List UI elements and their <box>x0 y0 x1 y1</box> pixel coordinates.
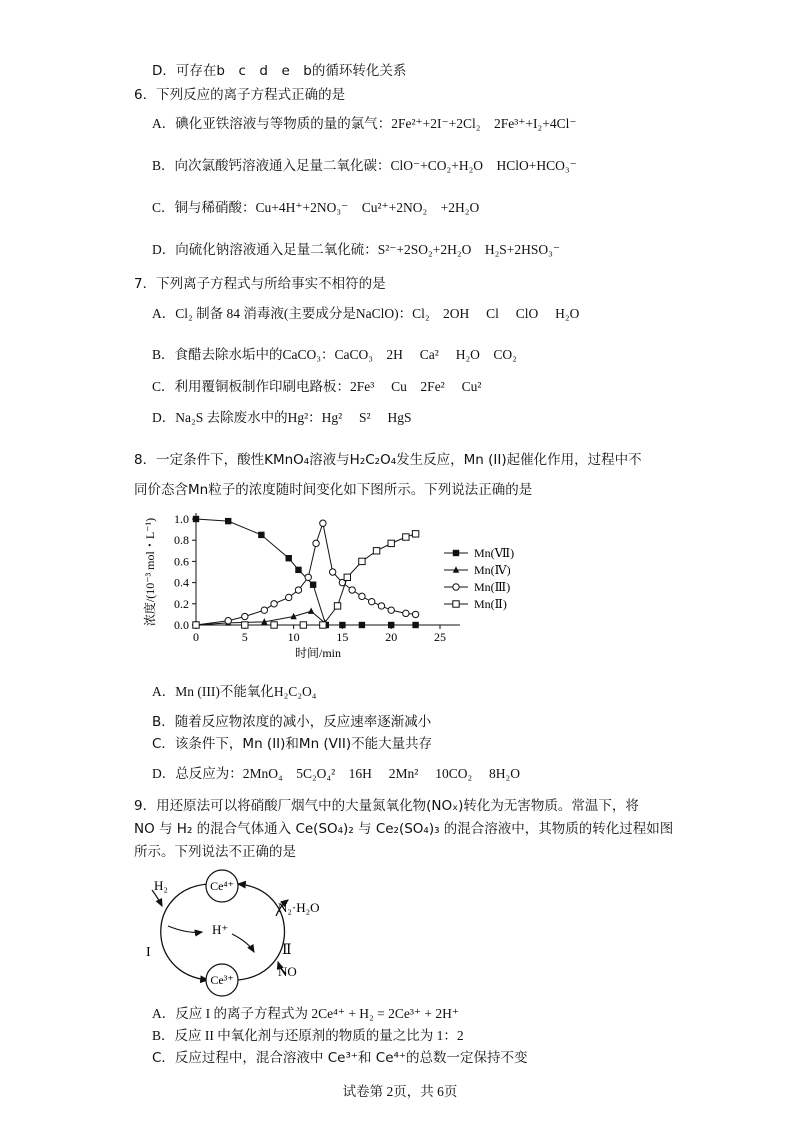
series-4-point <box>388 540 394 546</box>
series-3-point <box>271 601 277 607</box>
series-3-point <box>329 569 335 575</box>
series-1-point <box>258 532 264 538</box>
series-4-point <box>403 534 409 540</box>
series-3-point <box>349 587 355 593</box>
series-3-point <box>388 607 394 613</box>
q8-option-d: D．总反应为：2MnO₄ 5C₂O₄² 16H 2Mn² 10CO₂ 8H₂O <box>152 766 521 781</box>
x-tick-label: 5 <box>241 630 248 644</box>
q7-stem: 7．下列离子方程式与所给事实不相符的是 <box>134 276 386 292</box>
series-1-point <box>193 516 199 522</box>
series-4-point <box>193 622 199 628</box>
n2h2o-label: N₂·H₂O <box>278 900 320 915</box>
series-3-point <box>286 594 292 600</box>
q9-option-b: B．反应 II 中氧化剂与还原剂的物质的量之比为 1：2 <box>152 1028 464 1043</box>
q9-stem-3: 所示。下列说法不正确的是 <box>134 844 296 860</box>
page-footer: 试卷第 2页，共 6页 <box>342 1084 458 1099</box>
series-3-point <box>295 587 301 593</box>
y-tick-label: 0.8 <box>174 533 189 548</box>
series-1-point <box>310 582 316 588</box>
x-tick-label: 20 <box>385 630 398 644</box>
legend-label-2: Mn(Ⅳ) <box>474 563 511 577</box>
series-1-point <box>359 622 365 628</box>
series-4-point <box>359 558 365 564</box>
q8-stem-1: 8．一定条件下，酸性KMnO₄溶液与H₂C₂O₄发生反应，Mn (II)起催化作用，过程中不 <box>134 452 642 468</box>
q9-cycle-diagram <box>140 864 350 999</box>
q7-option-c: C．利用覆铜板制作印刷电路板：2Fe³ Cu 2Fe² Cu² <box>152 379 482 394</box>
y-tick-label: 0.2 <box>174 596 189 611</box>
series-4-point <box>300 622 306 628</box>
legend-label-1: Mn(Ⅶ) <box>474 546 515 560</box>
y-axis-label: 浓度/(10⁻³ mol・L⁻¹) <box>143 517 157 627</box>
reaction-ii-label: Ⅱ <box>282 943 292 958</box>
y-tick-label: 0.0 <box>174 618 189 632</box>
legend-marker-1 <box>453 550 459 556</box>
series-2-point <box>308 608 314 614</box>
series-3-point <box>403 610 409 616</box>
q7-option-a: A．Cl₂ 制备 84 消毒液(主要成分是NaClO)：Cl₂ 2OH Cl ClO H₂O <box>152 306 580 321</box>
no-label: NO <box>278 964 297 979</box>
series-3-point <box>412 611 418 617</box>
series-3-point <box>261 607 267 613</box>
series-1-point <box>412 622 418 628</box>
q8-option-c: C．该条件下，Mn (II)和Mn (VII)不能大量共存 <box>152 736 433 752</box>
q6-option-d: D．向硫化钠溶液通入足量二氧化硫：S²⁻+2SO₂+2H₂O H₂S+2HSO₃⁻ <box>152 242 560 257</box>
hplus-label: H⁺ <box>212 922 229 937</box>
x-tick-label: 0 <box>193 630 199 644</box>
q8-option-b: B．随着反应物浓度的减小，反应速率逐渐减小 <box>152 714 432 730</box>
x-axis-label: 时间/min <box>294 646 342 660</box>
series-3-point <box>313 540 319 546</box>
q9-stem-1: 9．用还原法可以将硝酸厂烟气中的大量氮氧化物(NOₓ)转化为无害物质。常温下，将 <box>134 798 639 814</box>
q6-option-b: B．向次氯酸钙溶液通入足量二氧化碳：ClO⁻+CO₂+H₂O HClO+HCO₃⁻ <box>152 158 577 173</box>
series-1-point <box>388 622 394 628</box>
q9-option-c: C．反应过程中，混合溶液中 Ce³⁺和 Ce⁴⁺的总数一定保持不变 <box>152 1050 528 1066</box>
legend-label-4: Mn(Ⅱ) <box>474 597 507 611</box>
q8-option-a: A．Mn (III)不能氧化H₂C₂O₄ <box>152 684 317 699</box>
arrow-from-hplus <box>232 934 254 952</box>
legend-label-3: Mn(Ⅲ) <box>474 580 511 594</box>
series-3-point <box>305 574 311 580</box>
q6-stem: 6．下列反应的离子方程式正确的是 <box>134 87 346 103</box>
h2-label: H₂ <box>154 878 168 893</box>
q7-option-d: D．Na₂S 去除废水中的Hg²：Hg² S² HgS <box>152 410 412 425</box>
q7-option-b: B．食醋去除水垢中的CaCO₃：CaCO₃ 2H Ca² H₂O CO₂ <box>152 347 517 362</box>
series-1-point <box>286 555 292 561</box>
q9-option-a: A．反应 I 的离子方程式为 2Ce⁴⁺ + H₂ = 2Ce³⁺ + 2H⁺ <box>152 1006 460 1021</box>
ce4-label: Ce⁴⁺ <box>210 879 234 893</box>
series-1-point <box>295 567 301 573</box>
ce3-label: Ce³⁺ <box>210 973 234 987</box>
q8-stem-2: 同价态含Mn粒子的浓度随时间变化如下图所示。下列说法正确的是 <box>134 482 533 498</box>
y-tick-label: 0.4 <box>174 575 189 590</box>
series-1-point <box>225 518 231 524</box>
x-tick-label: 25 <box>434 630 446 644</box>
x-tick-label: 10 <box>287 630 300 644</box>
x-tick-label: 15 <box>336 630 349 644</box>
q9-stem-2: NO 与 H₂ 的混合气体通入 Ce(SO₄)₂ 与 Ce₂(SO₄)₃ 的混合溶液中，其物质的转化过程如图 <box>134 821 674 837</box>
q8-chart <box>138 505 538 670</box>
y-tick-label: 1.0 <box>174 512 189 526</box>
series-4-point <box>320 622 326 628</box>
series-4-point <box>242 622 248 628</box>
q6-option-a: A．碘化亚铁溶液与等物质的量的氯气：2Fe²⁺+2I⁻+2Cl₂ 2Fe³⁺+I₂+4Cl⁻ <box>152 116 577 131</box>
series-3-point <box>359 593 365 599</box>
series-3-point <box>225 618 231 624</box>
series-4-point <box>373 548 379 554</box>
legend-marker-4 <box>453 601 459 607</box>
series-1-point <box>339 622 345 628</box>
q6-option-c: C．铜与稀硝酸：Cu+4H⁺+2NO₃⁻ Cu²⁺+2NO₂ +2H₂O <box>152 200 480 215</box>
y-tick-label: 0.6 <box>174 554 189 569</box>
reaction-i-label: I <box>146 945 151 960</box>
series-4-point <box>412 531 418 537</box>
legend-marker-3 <box>453 584 459 590</box>
q5-option-d: D．可存在b c d e b的循环转化关系 <box>152 63 407 79</box>
series-4-point <box>334 603 340 609</box>
series-line-3 <box>196 523 416 625</box>
series-4-point <box>271 622 277 628</box>
arrow-to-hplus <box>168 926 202 932</box>
series-3-point <box>320 520 326 526</box>
series-4-point <box>344 574 350 580</box>
series-3-point <box>242 613 248 619</box>
series-3-point <box>368 598 374 604</box>
series-3-point <box>378 603 384 609</box>
